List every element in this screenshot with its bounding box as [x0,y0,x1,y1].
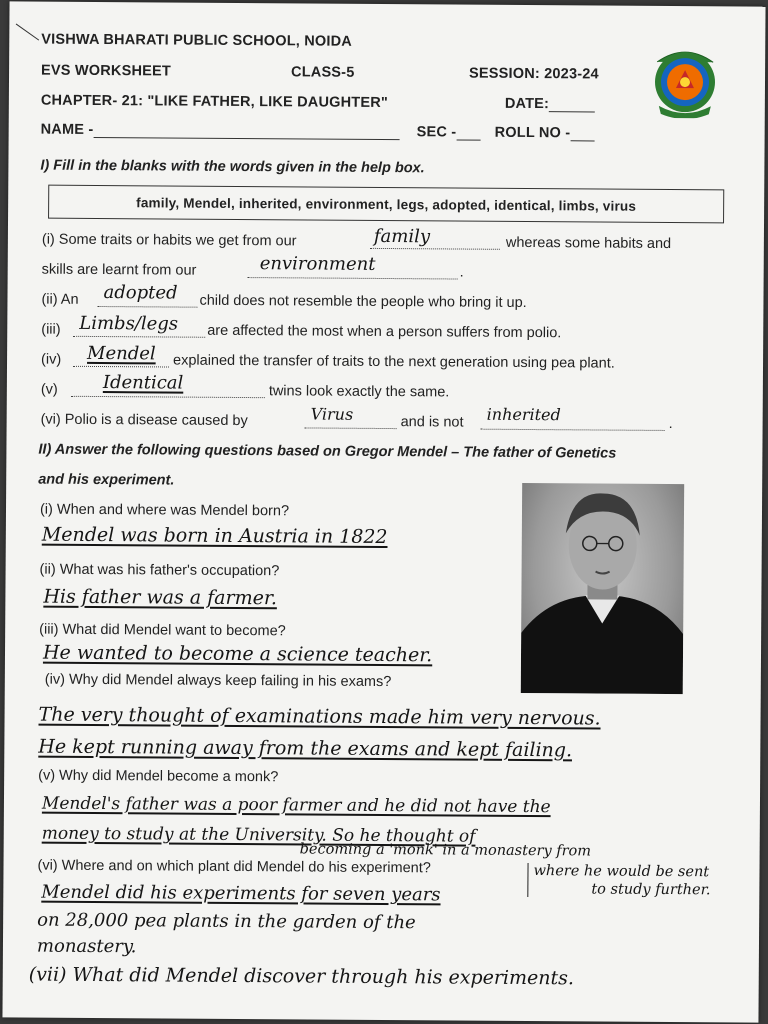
date-field [505,96,595,113]
section2-heading-line1: II) Answer the following questions based on Gregor Mendel – The father of Genetics [38,441,617,462]
q-discovery: (vii) What did Mendel discover through his experiments. [28,963,575,990]
class-label: CLASS-5 [291,64,355,81]
answer-monk-line4: where he would be sent [533,863,710,881]
answer-born: Mendel was born in Austria in 1822 [41,523,388,549]
q-want-become: (iii) What did Mendel want to become? [39,621,286,640]
session-label: SESSION: 2023-24 [469,65,599,83]
answer-monk-line2: money to study at the University. So he thought of [41,823,476,847]
date-label: DATE: [504,95,550,113]
answer-monk-line5: to study further. [591,881,711,899]
q6-part1: (vi) Polio is a disease caused by [40,411,248,430]
name-field [41,122,400,141]
help-box [48,185,724,224]
q-experiment-plant: (vi) Where and on which plant did Mendel do his experiment? [37,857,431,877]
answer-father-occupation: His father was a farmer. [43,585,278,610]
section1-heading: I) Fill in the blanks with the words given in the help box. [40,157,425,177]
answer-mendel: Mendel [87,342,156,365]
chapter-title: CHAPTER- 21: "LIKE FATHER, LIKE DAUGHTER" [40,92,389,112]
section2-heading-line2: and his experiment. [38,471,175,489]
q-failing-exams: (iv) Why did Mendel always keep failing in his exams? [44,671,392,691]
q1-part2: whereas some habits and [505,234,672,252]
answer-virus: Virus [310,404,354,424]
answer-monk-line1: Mendel's father was a poor farmer and he did not have the [41,793,551,818]
answer-failing-line1: The very thought of examinations made him very nervous. [38,703,601,730]
q-born: (i) When and where was Mendel born? [39,501,290,520]
section-field [417,124,481,140]
school-logo-icon [649,40,722,119]
q3-part1: (iii) [41,321,61,338]
answer-experiment-line1: Mendel did his experiments for seven years [41,881,441,906]
answer-failing-line2: He kept running away from the exams and kept failing. [38,735,573,762]
answer-identical: Identical [102,372,184,394]
q-father-occupation: (ii) What was his father's occupation? [39,561,280,580]
q2-part2: child does not resemble the people who bring it up. [199,292,527,311]
q6-part2: and is not [400,414,464,431]
roll-label: ROLL NO - [494,124,571,142]
q1-part3: skills are learnt from our [41,261,197,279]
worksheet-page: VISHWA BHARATI PUBLIC SCHOOL, NOIDA EVS WORKSHEET CLASS-5 SESSION: 2023-24 CHAPTER- 21: "LIKE FATHER, LIKE DAUGHTER" DATE: NAME - SEC - ROLL NO - I) Fill in the blanks with the words given in the help box. family, Mendel, inherited, environment, legs, adopted, identical, limbs, virus (i) Some traits or habits we get from our family whereas some habits and skills are learnt from our environment . (ii) An adopted child does not resemble the people who bring it up. (iii) Limbs/legs are affected the most when a person suffers from polio. (iv) Mendel explained the transfer of traits to the next generation using pea plant. (v) Identical twins look exactly the same. (vi) Polio is a disease caused by Virus and is not inherited . II) Answer the following questions based on Gregor Mendel – The father of Genetics and his experiment. (i) When and where was Mendel born? Mendel was born in Austria in 1822 (ii) What was his father's occupation? His father was a farmer. (iii) What did Mendel want to become? He wanted to become a science teacher. (iv) Why did Mendel always keep failing in his exams? The very thought of examinations made him very nervous. He kept running away from the exams and kept failing. (v) Why did Mendel become a monk? Mendel's father was a poor farmer and he did not have the money to study at the University. So he thought of becoming a 'monk' in a monastery from where he would be sent to study further. (vi) Where and on which plant did Mendel do his experiment? Mendel did his experiments for seven years on 28,000 pea plants in the garden of the monastery. (vii) What did Mendel discover through his experiments. [2,1,765,1022]
help-box-words: family, Mendel, inherited, environment, legs, adopted, identical, limbs, virus [136,194,637,214]
answer-environment: environment [259,253,376,275]
q5-part2: twins look exactly the same. [268,383,450,401]
answer-monk-line3: becoming a 'monk' in a monastery from [299,841,592,860]
answer-adopted: adopted [103,282,178,304]
answer-limbs-legs: Limbs/legs [79,312,179,335]
q3-part2: are affected the most when a person suffers from polio. [207,322,562,342]
pen-mark [16,24,40,41]
answer-experiment-line2: on 28,000 pea plants in the garden of the [37,909,416,934]
mendel-portrait [521,483,684,694]
q4-part2: explained the transfer of traits to the next generation using pea plant. [172,352,615,372]
name-label: NAME - [40,121,94,138]
answer-family: family [373,225,431,248]
q4-part1: (iv) [40,351,62,368]
portrait-illustration-icon [521,483,684,694]
roll-field [495,125,595,142]
q-become-monk: (v) Why did Mendel become a monk? [38,767,279,786]
answer-experiment-line3: monastery. [36,935,137,958]
school-name: VISHWA BHARATI PUBLIC SCHOOL, NOIDA [41,31,353,50]
answer-want-become: He wanted to become a science teacher. [42,641,433,667]
q1-part1: (i) Some traits or habits we get from our [41,231,297,250]
q5-part1: (v) [40,381,58,398]
sec-label: SEC - [416,124,457,141]
answer-inherited: inherited [486,404,561,425]
worksheet-subject: EVS WORKSHEET [41,62,172,80]
q2-part1: (ii) An [41,291,79,308]
